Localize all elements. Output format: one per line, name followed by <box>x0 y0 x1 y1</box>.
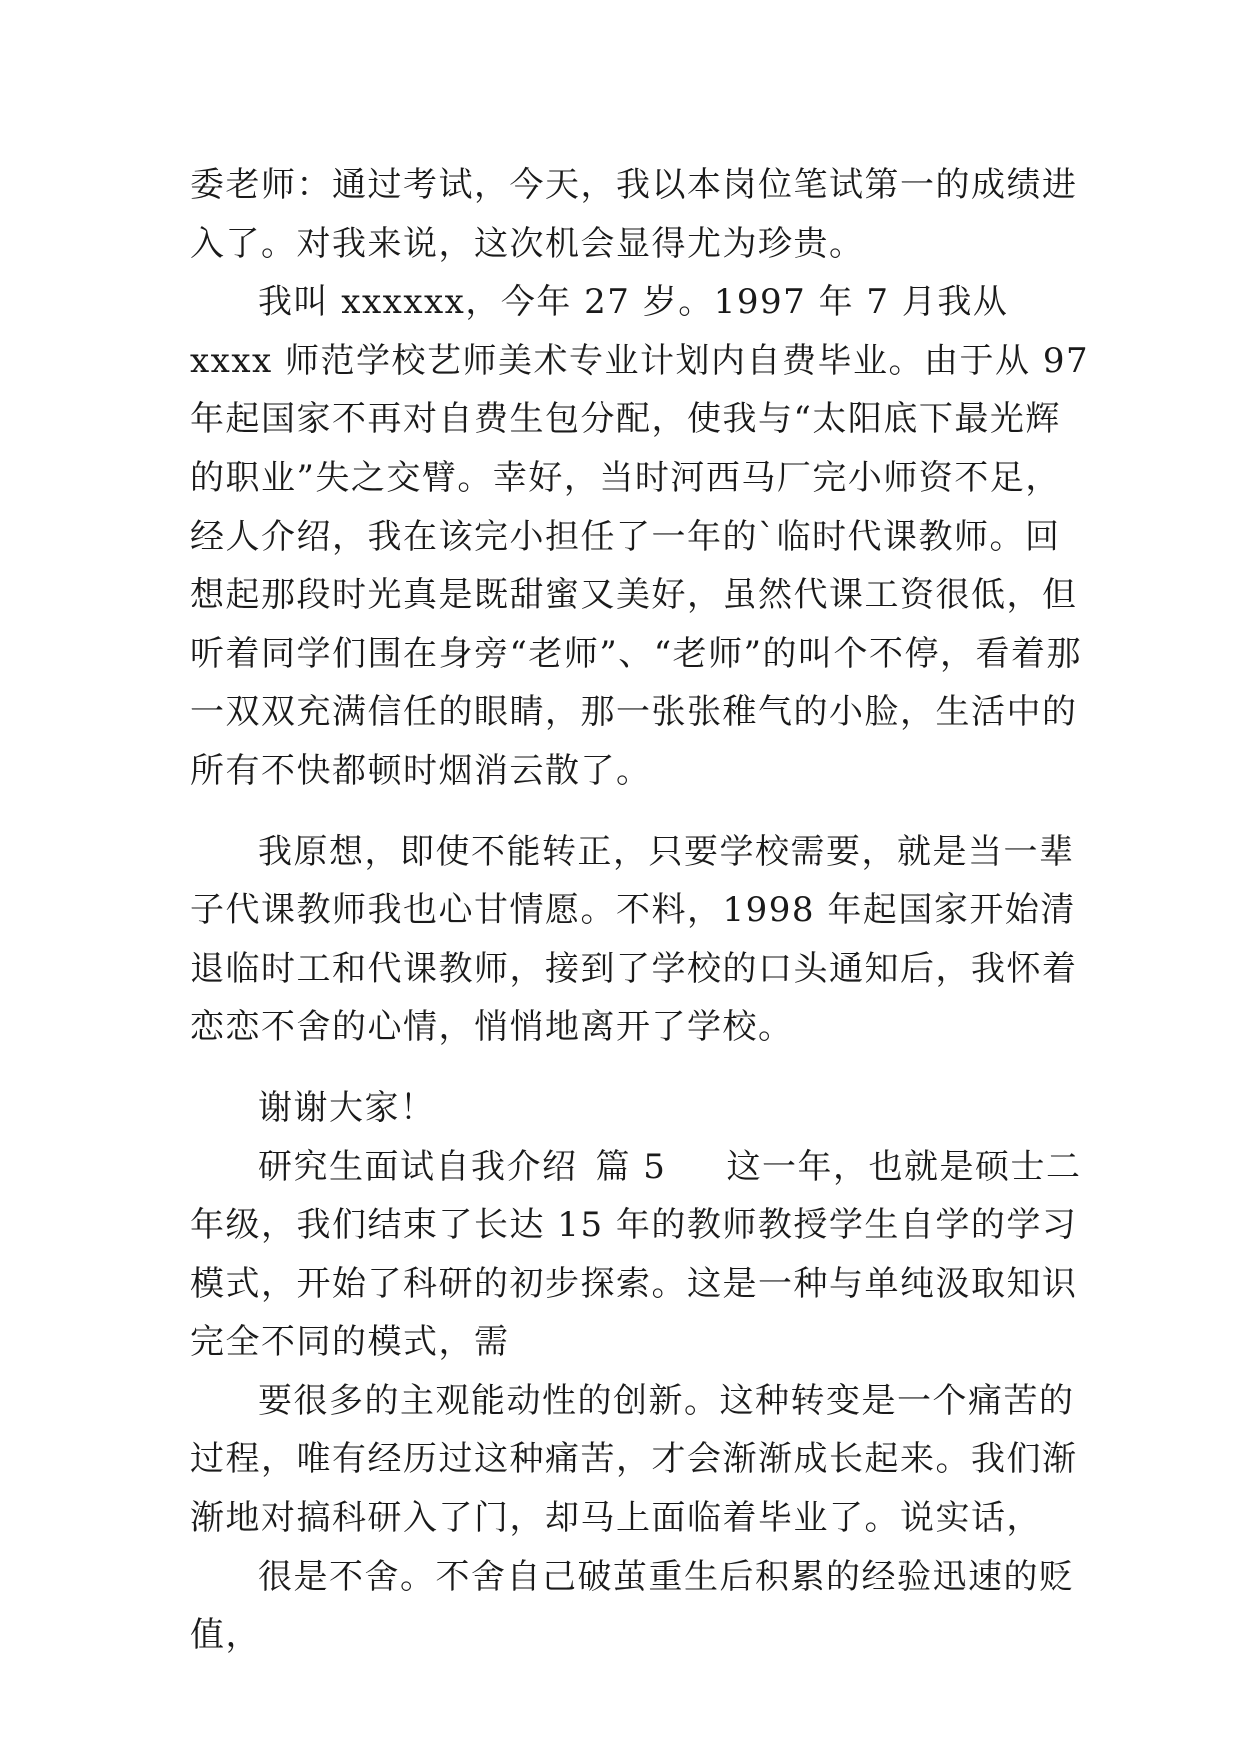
paragraph-resignation: 我原想，即使不能转正，只要学校需要，就是当一辈子代课教师我也心甘情愿。不料，1998 年起国家开始清退临时工和代课教师，接到了学校的口头通知后，我怀着恋恋不舍的心情，悄悄地离开了学校。 <box>190 831 1078 1048</box>
paragraph-research-start: 这一年，也就是硕士二年级，我们结束了长达 15 年的教师教授学生自学的学习模式，开始了科研的初步探索。这是一种与单纯汲取知识完全不同的模式，需 <box>190 1146 1082 1363</box>
paragraph-gap <box>190 801 1090 823</box>
section-heading-label: 研究生面试自我介绍 <box>258 1146 578 1187</box>
paragraph-gap <box>190 1057 1090 1079</box>
paragraph-opening: 委老师：通过考试，今天，我以本岗位笔试第一的成绩进入了。对我来说，这次机会显得尤为珍贵。 <box>190 165 1078 264</box>
section-heading-number: 篇 5 <box>595 1146 667 1187</box>
paragraph-reluctance: 很是不舍。不舍自己破茧重生后积累的经验迅速的贬值， <box>190 1556 1075 1656</box>
paragraph-self-intro: 我叫 xxxxxx，今年 27 岁。1997 年 7 月我从 xxxx 师范学校艺师美术专业计划内自费毕业。由于从 97 年起国家不再对自费生包分配，使我与“太阳底下最光辉的职业”失之交臂。幸好，当时河西马厂完小师资不足，经人介绍，我在该完小担任了一年的`临时代课教师。回想起那段时光真是既甜蜜又美好，虽然代课工资很低，但听着同学们围在身旁“老师”、“老师”的叫个不停，看着那一双双充满信任的眼睛，那一张张稚气的小脸，生活中的所有不快都顿时烟消云散了。 <box>190 282 1090 791</box>
section-heading-paragraph <box>190 1138 1090 1372</box>
paragraph-research-growth: 要很多的主观能动性的创新。这种转变是一个痛苦的过程，唯有经历过这种痛苦，才会渐渐成长起来。我们渐渐地对搞科研入了门，却马上面临着毕业了。说实话， <box>190 1380 1078 1539</box>
paragraph-thanks: 谢谢大家！ <box>258 1087 436 1128</box>
document-body <box>190 156 1090 1665</box>
